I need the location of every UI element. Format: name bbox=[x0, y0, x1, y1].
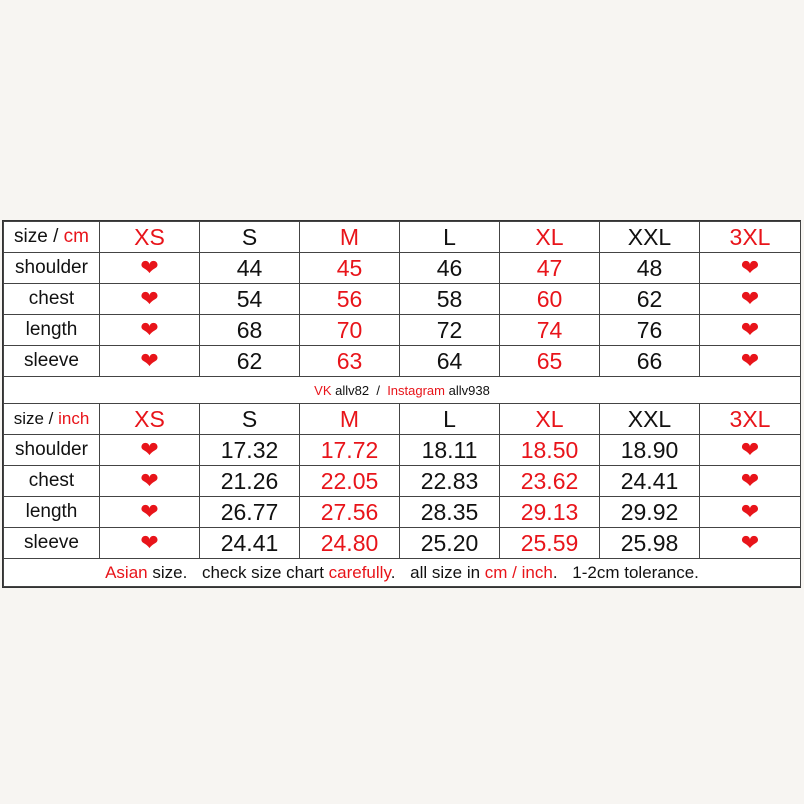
vk-label: VK bbox=[314, 382, 332, 398]
contact-cell bbox=[4, 377, 801, 404]
footer-carefully: carefully bbox=[328, 562, 391, 582]
size-header-s: S bbox=[200, 222, 300, 253]
cell: 46 bbox=[400, 253, 500, 284]
cell: 65 bbox=[500, 346, 600, 377]
heart-icon: ❤ bbox=[140, 436, 159, 462]
cell: 26.77 bbox=[200, 497, 300, 528]
cell: 27.56 bbox=[300, 497, 400, 528]
cell: 48 bbox=[600, 253, 700, 284]
heart-icon: ❤ bbox=[740, 467, 760, 493]
heart-icon: ❤ bbox=[140, 467, 159, 493]
cell: 17.32 bbox=[200, 435, 300, 466]
cell: 60 bbox=[500, 284, 600, 315]
cell: 76 bbox=[600, 315, 700, 346]
row-label: shoulder bbox=[4, 253, 100, 284]
heart-icon: ❤ bbox=[740, 316, 760, 342]
cell: 66 bbox=[600, 346, 700, 377]
size-header-3xl: 3XL bbox=[700, 404, 801, 435]
cell: 28.35 bbox=[400, 497, 500, 528]
size-header-l: L bbox=[400, 404, 500, 435]
heart-icon: ❤ bbox=[140, 285, 159, 311]
table-row bbox=[4, 435, 801, 466]
row-label: length bbox=[4, 497, 100, 528]
row-label: sleeve bbox=[4, 528, 100, 559]
cell: 23.62 bbox=[500, 466, 600, 497]
cell: 18.50 bbox=[500, 435, 600, 466]
size-header-3xl: 3XL bbox=[700, 222, 801, 253]
cell: 25.20 bbox=[400, 528, 500, 559]
heart-icon: ❤ bbox=[740, 436, 760, 462]
size-header-xs: XS bbox=[100, 222, 200, 253]
cell: 54 bbox=[200, 284, 300, 315]
heart-icon: ❤ bbox=[740, 498, 760, 524]
table-row bbox=[4, 284, 801, 315]
cell: 17.72 bbox=[300, 435, 400, 466]
row-label: sleeve bbox=[4, 346, 100, 377]
cell: 72 bbox=[400, 315, 500, 346]
cm-unit-cell bbox=[4, 222, 100, 253]
footer-tolerance: 1-2cm tolerance. bbox=[572, 562, 699, 582]
cell: 56 bbox=[300, 284, 400, 315]
size-chart bbox=[2, 220, 801, 588]
heart-icon: ❤ bbox=[740, 285, 760, 311]
footer-units: cm / inch bbox=[484, 562, 553, 582]
heart-icon: ❤ bbox=[140, 316, 159, 342]
size-header-xxl: XXL bbox=[600, 222, 700, 253]
size-header-xxl: XXL bbox=[600, 404, 700, 435]
footer-cell bbox=[4, 559, 801, 587]
footer-row bbox=[4, 559, 801, 587]
cell: 68 bbox=[200, 315, 300, 346]
unit-prefix: size / bbox=[14, 226, 64, 247]
cell: 64 bbox=[400, 346, 500, 377]
cell: 74 bbox=[500, 315, 600, 346]
footer-all-size: all size in bbox=[410, 562, 485, 582]
heart-icon: ❤ bbox=[140, 347, 159, 373]
cell: 62 bbox=[200, 346, 300, 377]
table-row bbox=[4, 253, 801, 284]
heart-icon: ❤ bbox=[740, 254, 760, 280]
table-row bbox=[4, 466, 801, 497]
cell: 24.80 bbox=[300, 528, 400, 559]
instagram-id: allv938 bbox=[448, 382, 490, 398]
cell: 70 bbox=[300, 315, 400, 346]
unit-prefix: size / bbox=[13, 409, 59, 428]
footer-size: size. bbox=[147, 562, 188, 582]
cell: 62 bbox=[600, 284, 700, 315]
size-header-l: L bbox=[400, 222, 500, 253]
cell: 58 bbox=[400, 284, 500, 315]
size-header-xs: XS bbox=[100, 404, 200, 435]
row-label: shoulder bbox=[4, 435, 100, 466]
cell: 18.11 bbox=[400, 435, 500, 466]
table-row bbox=[4, 528, 801, 559]
inch-unit-cell bbox=[4, 404, 100, 435]
footer-check: check size chart bbox=[202, 562, 329, 582]
inch-header-row bbox=[4, 404, 801, 435]
cell: 29.92 bbox=[600, 497, 700, 528]
cell: 47 bbox=[500, 253, 600, 284]
table-row bbox=[4, 315, 801, 346]
unit-inch: inch bbox=[58, 409, 90, 428]
footer-dot: . bbox=[390, 562, 396, 582]
instagram-label: Instagram bbox=[387, 382, 445, 398]
cell: 63 bbox=[300, 346, 400, 377]
table-row bbox=[4, 346, 801, 377]
row-label: chest bbox=[4, 466, 100, 497]
size-table bbox=[3, 221, 801, 587]
size-header-xl: XL bbox=[500, 222, 600, 253]
cm-header-row bbox=[4, 222, 801, 253]
cell: 24.41 bbox=[600, 466, 700, 497]
size-header-xl: XL bbox=[500, 404, 600, 435]
vk-id: allv82 bbox=[335, 382, 370, 398]
cell: 18.90 bbox=[600, 435, 700, 466]
cell: 44 bbox=[200, 253, 300, 284]
cell: 25.98 bbox=[600, 528, 700, 559]
size-header-m: M bbox=[300, 404, 400, 435]
heart-icon: ❤ bbox=[740, 529, 760, 555]
heart-icon: ❤ bbox=[740, 347, 760, 373]
size-header-s: S bbox=[200, 404, 300, 435]
heart-icon: ❤ bbox=[140, 254, 159, 280]
heart-icon: ❤ bbox=[140, 498, 159, 524]
cell: 45 bbox=[300, 253, 400, 284]
table-row bbox=[4, 497, 801, 528]
cell: 24.41 bbox=[200, 528, 300, 559]
cell: 22.83 bbox=[400, 466, 500, 497]
footer-asian: Asian bbox=[105, 562, 148, 582]
footer-dot: . bbox=[552, 562, 558, 582]
cell: 25.59 bbox=[500, 528, 600, 559]
unit-cm: cm bbox=[63, 226, 89, 247]
row-label: chest bbox=[4, 284, 100, 315]
heart-icon: ❤ bbox=[140, 529, 159, 555]
size-header-m: M bbox=[300, 222, 400, 253]
cell: 22.05 bbox=[300, 466, 400, 497]
contact-separator: / bbox=[376, 382, 380, 398]
row-label: length bbox=[4, 315, 100, 346]
cell: 21.26 bbox=[200, 466, 300, 497]
cell: 29.13 bbox=[500, 497, 600, 528]
contact-row bbox=[4, 377, 801, 404]
